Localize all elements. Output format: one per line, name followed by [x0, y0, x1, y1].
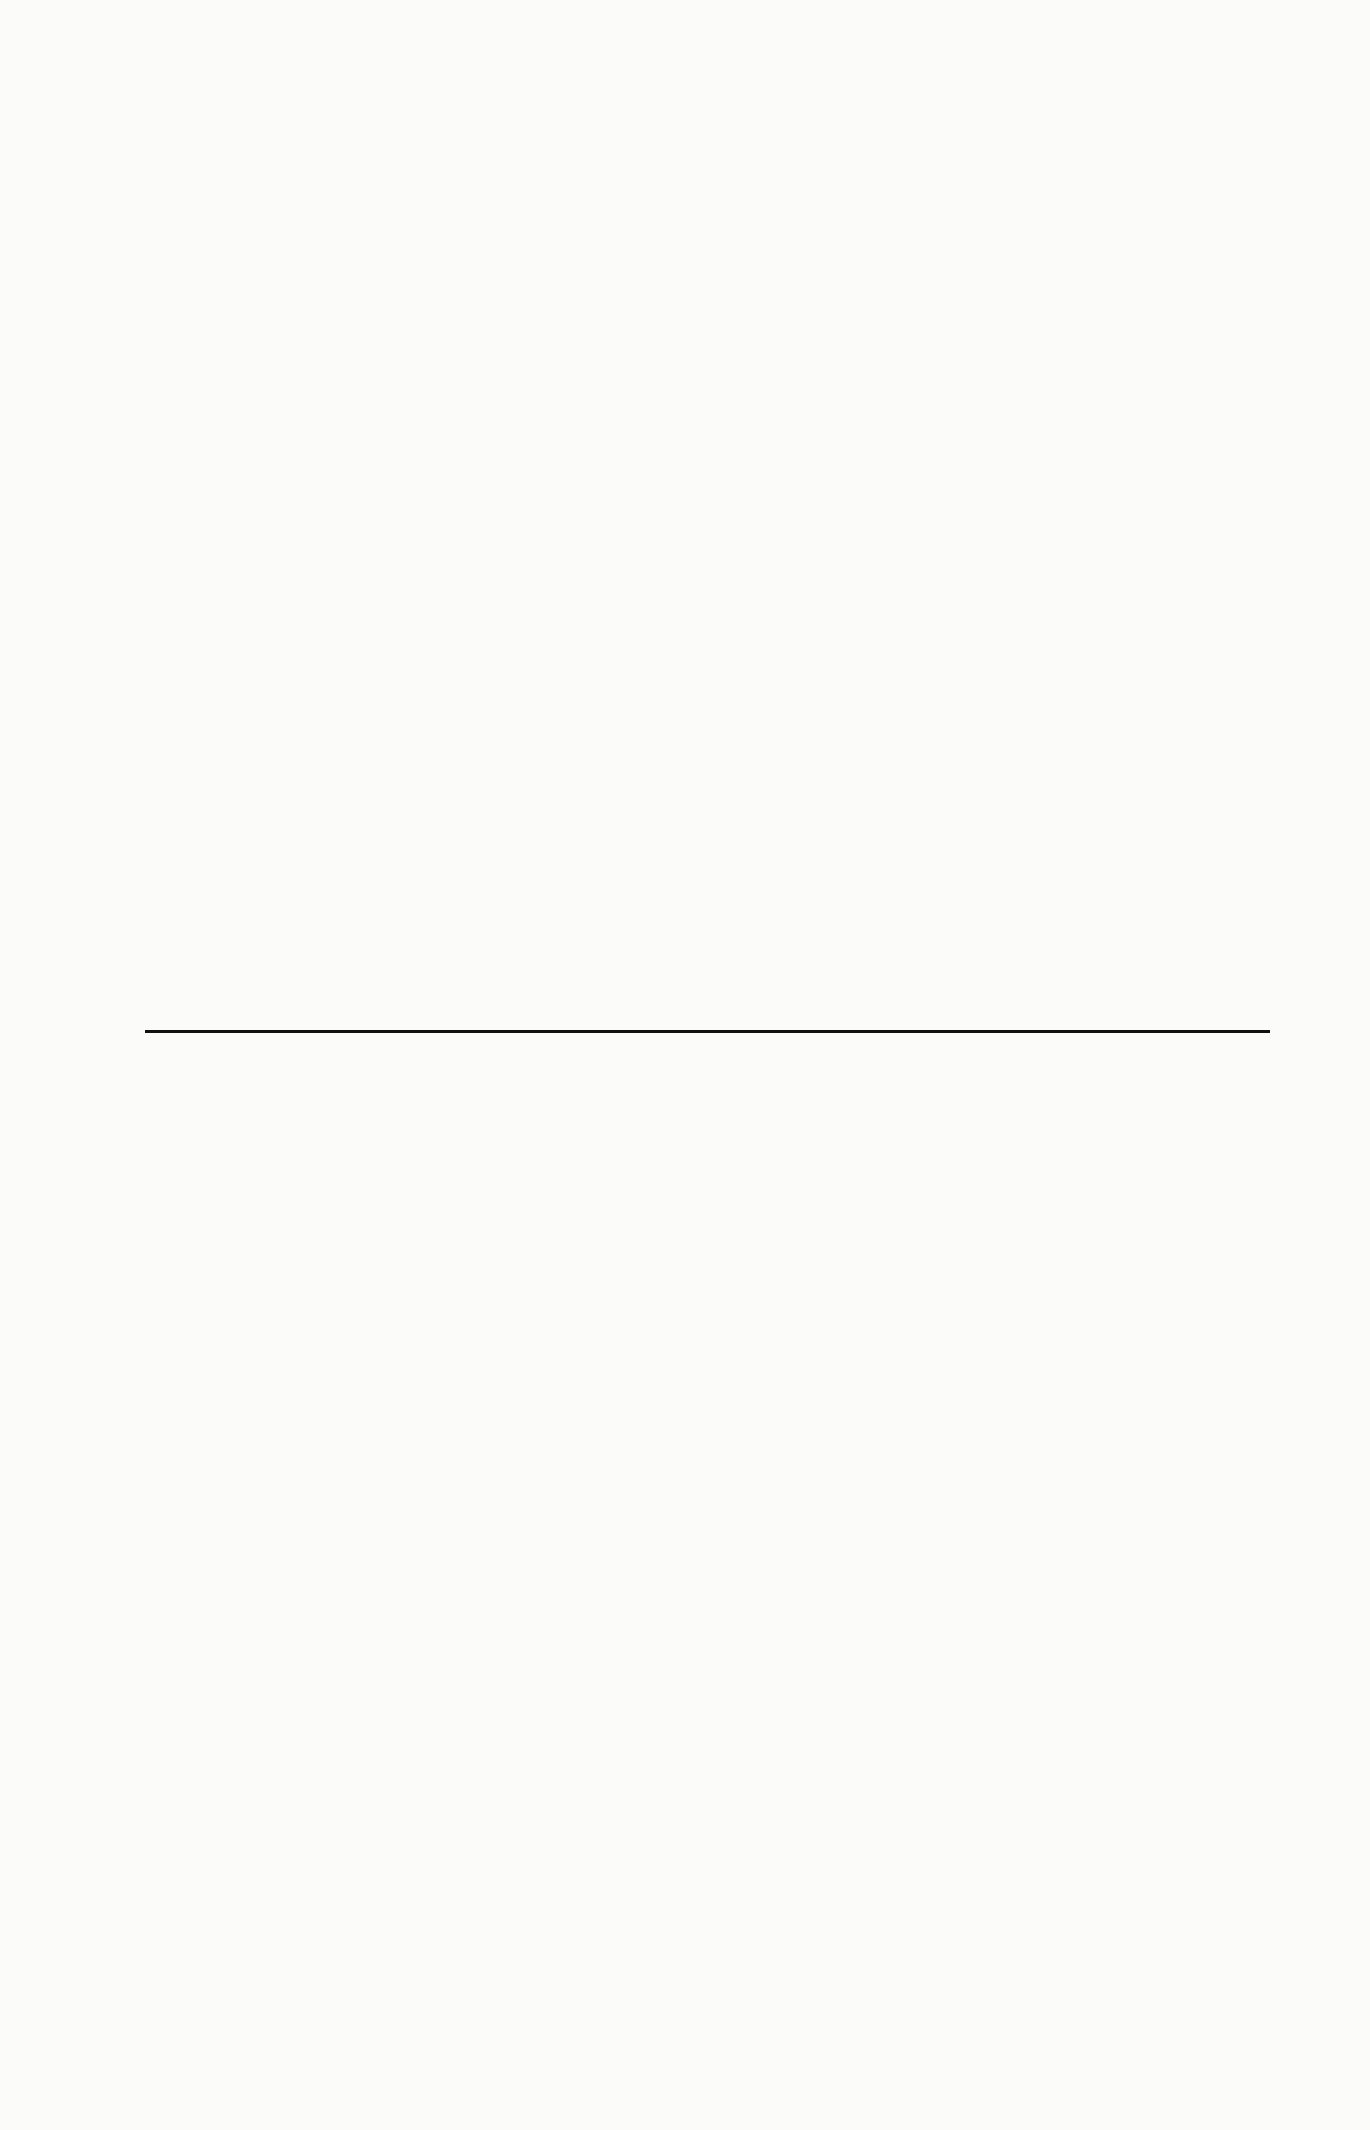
- section-divider: [145, 1030, 1270, 1033]
